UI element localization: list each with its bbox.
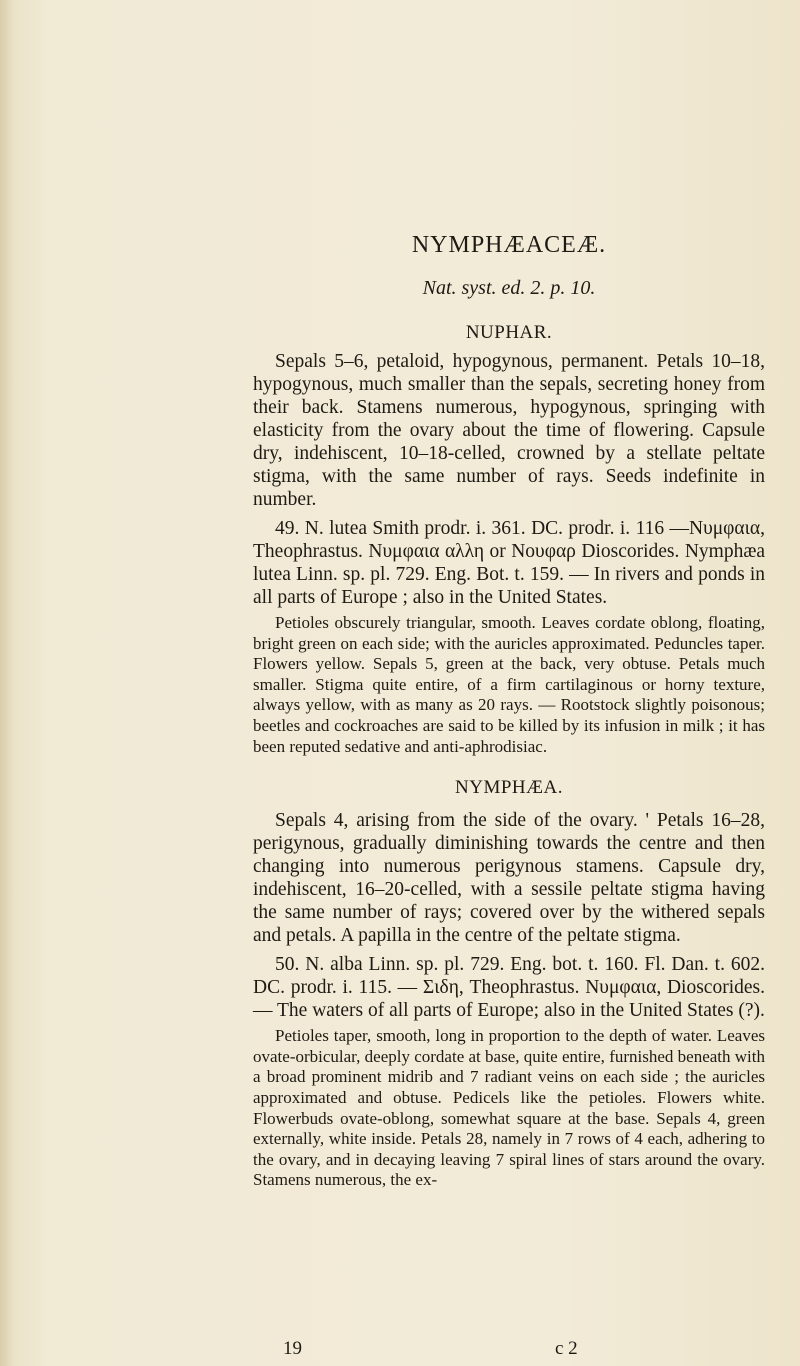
reference-line: Nat. syst. ed. 2. p. 10.: [422, 277, 596, 299]
species-notes-49: Petioles obscurely triangular, smooth. Leaves cordate oblong, floating, bright green on each side; with the auricles approximated. Peduncles taper. Flowers yellow. Sepals 5, green at the back, very obtuse. Petals much smaller. Stigma quite entire, of a firm cartilaginous or horny texture, always yellow, with as many as 20 rays. — Rootstock slightly poisonous; beetles and cockroaches are said to be killed by its infusion in milk ; it has been reputed sedative and anti-aphrodisiac.: [253, 613, 765, 756]
page-number: 19: [283, 1338, 302, 1359]
genus-heading-nymphaea: NYMPHÆA.: [455, 777, 563, 799]
page-gutter: [0, 0, 14, 1366]
species-notes-50: Petioles taper, smooth, long in proportion to the depth of water. Leaves ovate-orbicular, deeply cordate at base, quite entire, furnished beneath with a broad prominent midrib and 7 radiant veins on each side ; the auricles approximated and obtuse. Pedicels like the petioles. Flowers white. Flowerbuds ovate-oblong, somewhat square at the base. Sepals 4, green externally, white inside. Petals 28, namely in 7 rows of 4 each, adhering to the ovary, and in decaying leaving 7 spiral lines of stars around the ovary. Stamens numerous, the ex-: [253, 1026, 765, 1190]
genus-description-nymphaea: Sepals 4, arising from the side of the ovary. ' Petals 16–28, perigynous, gradually diminishing towards the centre and then changing into numerous perigynous stamens. Capsule dry, indehiscent, 16–20-celled, with a sessile peltate stigma having the same number of rays; covered over by the withered sepals and petals. A papilla in the centre of the peltate stigma.: [253, 810, 765, 947]
page-footer: [253, 1338, 765, 1362]
species-entry-49: 49. N. lutea Smith prodr. i. 361. DC. prodr. i. 116 —Νυμφαια, Theophrastus. Νυμφαια αλλη or Νουφαρ Dioscorides. Nymphæa lutea Linn. sp. pl. 729. Eng. Bot. t. 159. — In rivers and ponds in all parts of Europe ; also in the United States.: [253, 518, 765, 608]
signature-mark: c 2: [555, 1338, 578, 1359]
family-heading: NYMPHÆACEÆ.: [411, 232, 607, 258]
species-entry-50: 50. N. alba Linn. sp. pl. 729. Eng. bot. t. 160. Fl. Dan. t. 602. DC. prodr. i. 115. — Σιδη, Theophrastus. Νυμφαια, Dioscorides. — The waters of all parts of Europe; also in the United States (?).: [253, 954, 765, 1022]
genus-description-nuphar: Sepals 5–6, petaloid, hypogynous, permanent. Petals 10–18, hypogynous, much smaller than the sepals, secreting honey from their back. Stamens numerous, hypogynous, springing with elasticity from the ovary about the time of flowering. Capsule dry, indehiscent, 10–18-celled, crowned by a stellate peltate stigma, with the same number of rays. Seeds indefinite in number.: [253, 351, 765, 510]
text-column: [253, 232, 765, 1191]
genus-heading-nuphar: NUPHAR.: [465, 322, 553, 343]
